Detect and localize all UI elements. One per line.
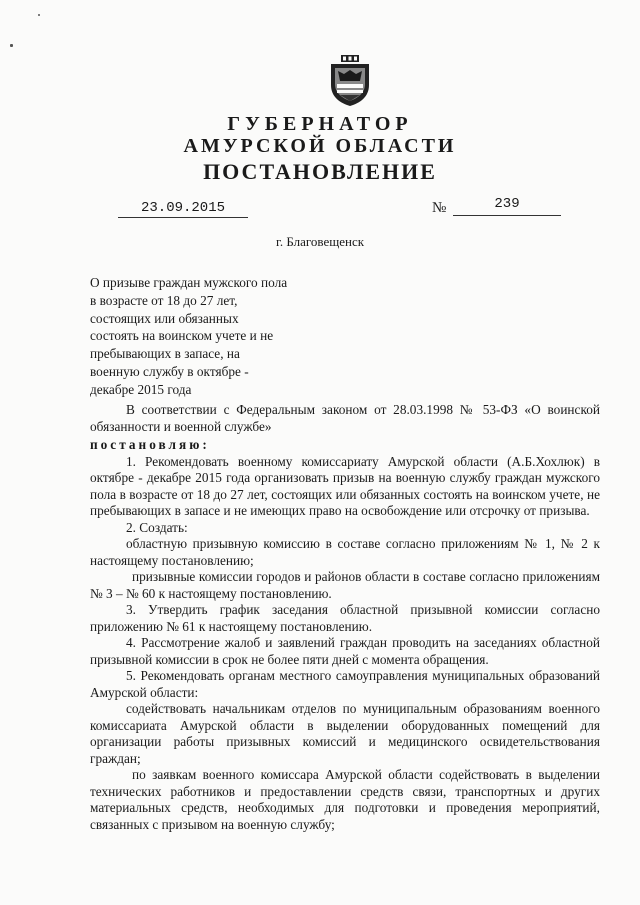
subject-line: О призыве граждан мужского пола	[90, 275, 288, 290]
paragraph-2b: призывные комиссии городов и районов области в составе согласно приложениям № 3 – № 60 к настоящему постановлению.	[90, 569, 600, 601]
intro-paragraph: В соответствии с Федеральным законом от 28.03.1998 № 53-ФЗ «О воинской обязанности и военной службе»	[90, 402, 600, 434]
city-line: г. Благовещенск	[275, 234, 365, 249]
header-governor: ГУБЕРНАТОР	[227, 113, 413, 135]
paragraph-1: 1. Рекомендовать военному комиссариату Амурской области (А.Б.Хохлюк) в октябре - декабре 2015 года организовать призыв на военную службу граждан мужского пола в возрасте от 18 до 27 лет, состоящих или обязанных состоять на воинском учете, не пребывающих в запасе и не имеющих право на освобождение или отсрочку от призыва.	[90, 453, 600, 518]
paragraph-5: 5. Рекомендовать органам местного самоуправления муниципальных образований Амурской области:	[90, 668, 600, 700]
number-label: №	[432, 200, 447, 216]
paragraph-5a: содействовать начальникам отделов по муниципальным образованиям военного комиссариата Амурской области в выделении оборудованных помещений для организации работы призывных комиссий и медицинского освидетельствования граждан;	[90, 701, 600, 766]
subject-line: пребывающих в запасе, на	[90, 346, 240, 362]
header-document-type: ПОСТАНОВЛЕНИЕ	[203, 159, 437, 184]
subject-line: военную службу в октябре -	[90, 363, 249, 379]
coat-of-arms-icon	[327, 55, 373, 107]
paragraph-2a: областную призывную комиссию в составе согласно приложениям № 1, № 2 к настоящему постановлению;	[90, 536, 600, 568]
paragraph-5b: по заявкам военного комиссара Амурской области содействовать в выделении технических работников и предоставлении средств связи, транспортных и других материальных средств, необходимых для подготовки и проведения мероприятий, связанных с призывом на военную службу;	[90, 767, 600, 832]
scan-speck	[38, 14, 40, 16]
paragraph-3: 3. Утвердить график заседания областной призывной комиссии согласно приложению № 61 к настоящему постановлению.	[90, 602, 600, 634]
subject-line: состоять на воинском учете и не	[90, 328, 274, 344]
subject-line: в возрасте от 18 до 27 лет,	[90, 292, 238, 308]
document-date: 23.09.2015	[118, 200, 248, 218]
paragraph-2: 2. Создать:	[126, 519, 188, 535]
paragraph-4: 4. Рассмотрение жалоб и заявлений граждан проводить на заседаниях областной призывной комиссии в срок не более пяти дней с момента обращения.	[90, 635, 600, 667]
header-region: АМУРСКОЙ ОБЛАСТИ	[183, 135, 457, 157]
subject-line: декабре 2015 года	[90, 381, 192, 397]
scan-speck	[10, 44, 13, 47]
document-number: 239	[453, 196, 561, 216]
decree-word: постановляю:	[90, 437, 210, 452]
subject-line: состоящих или обязанных	[90, 310, 239, 326]
document-body	[90, 402, 600, 833]
document-subject	[90, 274, 320, 399]
